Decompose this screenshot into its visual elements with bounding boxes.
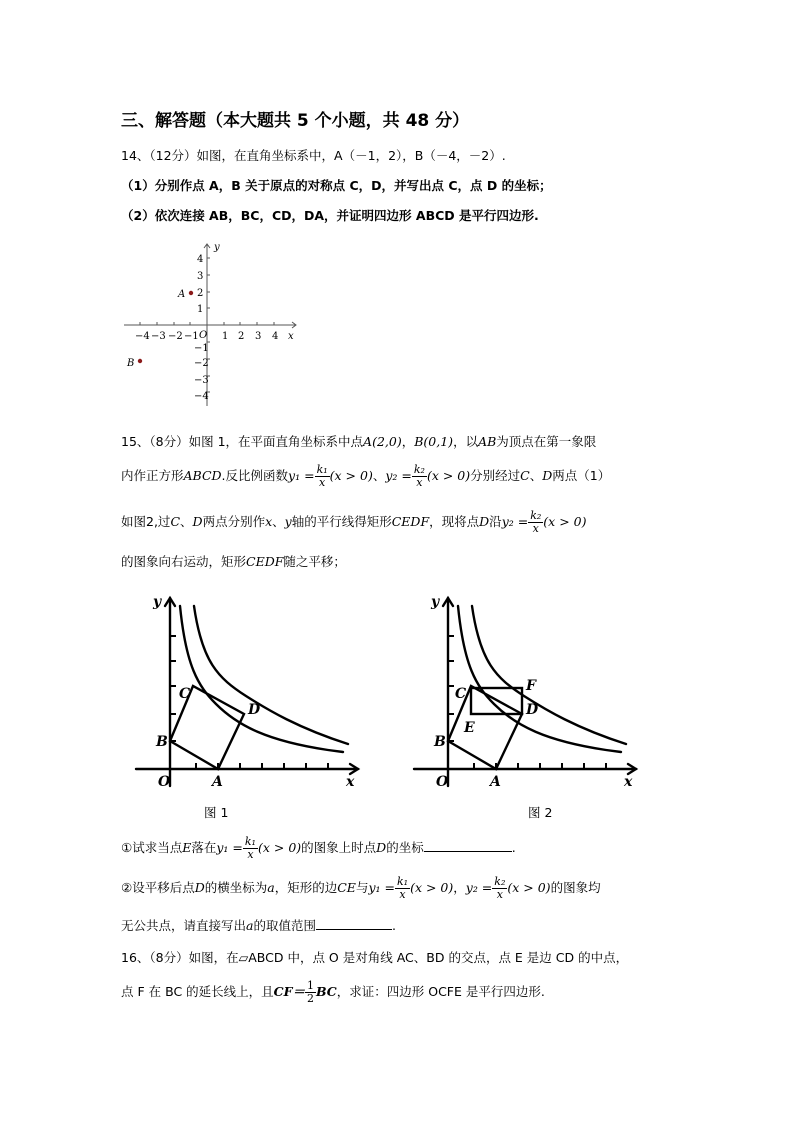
fig2-b-label: B (434, 734, 446, 750)
q15-line2: 内作正方形ABCD.反比例函数y₁ = $\frac{\text{k₁}}{x}$ (x > 0)、y₂ = $\frac{\text{k₂}}{x}$ (x > 0)分别经过C、D两点（1） (121, 463, 611, 489)
y-tick-label: −4 (194, 391, 209, 402)
q15-line4: 的图象向右运动，矩形CEDF随之平移； (121, 554, 346, 569)
q15-line1: 15、（8分）如图 1，在平面直角坐标系中点A(2,0)，B(0,1)，以AB为顶点在第一象限 (121, 434, 597, 449)
curve-k2 (472, 606, 626, 744)
curve-k2 (194, 606, 348, 744)
q16-line2: 点 F 在 BC 的延长线上，且CF＝ $\frac{1}{2}$ BC，求证：四边形 OCFE 是平行四边形. (121, 979, 545, 1005)
answer-blank-1[interactable] (424, 839, 512, 852)
fig2-c-label: C (455, 686, 467, 702)
x-axis-label: x (288, 331, 294, 342)
q14-part1: （1）分别作点 A，B 关于原点的对称点 C，D，并写出点 C，点 D 的坐标； (121, 178, 552, 193)
y-tick-label: 4 (197, 254, 204, 265)
fig2-y-label: y (431, 594, 440, 610)
curve-k1 (458, 606, 621, 752)
q14-part2: （2）依次连接 AB，BC，CD，DA，并证明四边形 ABCD 是平行四边形. (121, 208, 539, 223)
y-tick-label: −2 (194, 358, 209, 369)
fig1-b-label: B (156, 734, 168, 750)
fig1-a-label: A (212, 774, 223, 790)
fig1-o-label: O (158, 774, 171, 790)
x-tick-label: −2 (168, 331, 183, 342)
fig2-f-label: F (526, 678, 536, 694)
y-tick-label: 1 (197, 304, 204, 315)
x-tick-label: 1 (222, 331, 229, 342)
y-axis-label: y (214, 242, 220, 253)
fig2-o-label: O (436, 774, 449, 790)
y-tick-label: −1 (194, 343, 209, 354)
y-tick-label: 2 (197, 288, 204, 299)
fig1-c-label: C (179, 686, 191, 702)
x-tick-label: 4 (272, 331, 279, 342)
fig2-a-label: A (490, 774, 501, 790)
answer-blank-2[interactable] (316, 917, 392, 930)
q14-coordinate-graph (118, 238, 308, 408)
figure-1 (128, 586, 368, 796)
point-b-label: B (127, 358, 135, 369)
y-tick-label: 3 (197, 271, 204, 282)
fig2-e-label: E (464, 720, 475, 736)
fig2-x-label: x (624, 774, 633, 790)
fig2-caption: 图 2 (528, 805, 553, 820)
q15-line3: 如图2,过C、D两点分别作x、y轴的平行线得矩形CEDF，现将点D沿y₂ = $\frac{\text{k₂}}{x}$ (x > 0) (121, 509, 587, 535)
x-tick-label: 3 (255, 331, 262, 342)
fig1-d-label: D (248, 702, 261, 718)
q14-stem: 14、（12分）如图，在直角坐标系中，A（－1，2），B（－4，－2）. (121, 148, 506, 163)
q15-sub2: ②设平移后点D的横坐标为a，矩形的边CE与y₁ = $\frac{\text{k₁}}{x}$ (x > 0)，y₂ = $\frac{\text{k₂}}{x}$ (x > 0)的图象均 (121, 875, 601, 901)
point-b-marker (138, 359, 142, 363)
q15-sub2-cont: 无公共点，请直接写出a的取值范围 . (121, 918, 396, 933)
q15-sub1: ①试求当点E落在y₁ = $\frac{\text{k₁}}{x}$ (x > 0)的图象上时点D的坐标 . (121, 835, 516, 861)
origin-label: O (199, 330, 208, 341)
fig1-x-label: x (346, 774, 355, 790)
fig1-y-label: y (153, 594, 162, 610)
fig1-caption: 图 1 (204, 805, 229, 820)
section-title: 三、解答题（本大题共 5 个小题，共 48 分） (121, 111, 470, 131)
point-a-label: A (178, 289, 186, 300)
y-tick-label: −3 (194, 375, 209, 386)
figure-2 (408, 586, 648, 796)
x-tick-label: 2 (238, 331, 245, 342)
x-tick-label: −1 (184, 331, 199, 342)
x-tick-label: −4 (135, 331, 150, 342)
point-a-marker (189, 291, 193, 295)
x-tick-label: −3 (151, 331, 166, 342)
fig2-d-label: D (526, 702, 539, 718)
q16-line1: 16、（8分）如图，在▱ABCD 中，点 O 是对角线 AC、BD 的交点，点 E 是边 CD 的中点， (121, 950, 629, 965)
curve-k1 (180, 606, 343, 752)
